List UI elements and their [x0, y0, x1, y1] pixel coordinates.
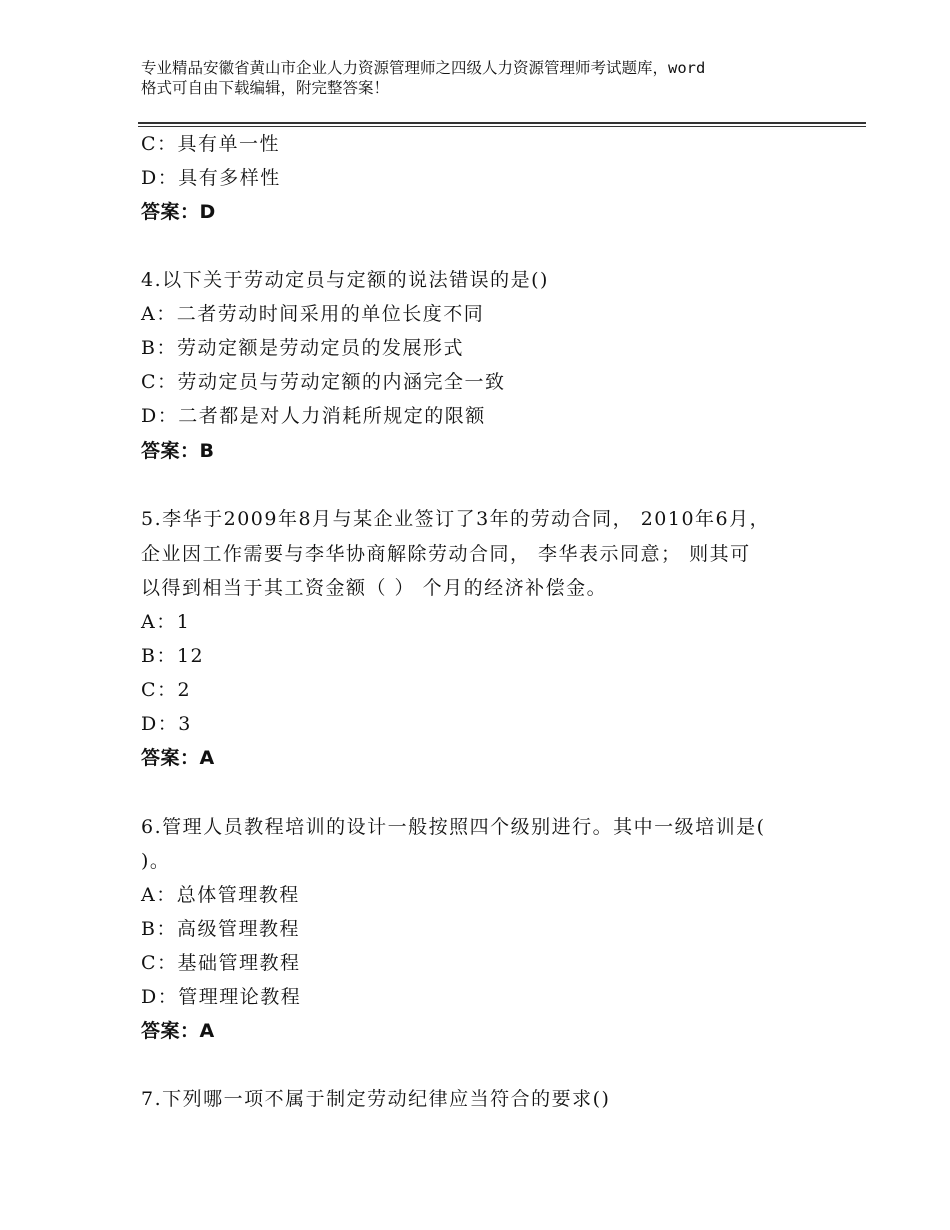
document-header — [141, 58, 831, 98]
q5-answer: 答案：A — [141, 747, 215, 769]
q5-stem-line-3: 以得到相当于其工资金额（ ） 个月的经济补偿金。 — [141, 577, 608, 599]
q6-option-a: A：总体管理教程 — [141, 884, 300, 906]
q5-option-b: B：12 — [141, 645, 205, 667]
q5-stem-line-1: 5.李华于2009年8月与某企业签订了3年的劳动合同， 2010年6月， — [141, 508, 771, 530]
q3-answer: 答案：D — [141, 201, 216, 223]
q6-stem-line-1: 6.管理人员教程培训的设计一般按照四个级别进行。其中一级培训是( — [141, 816, 766, 838]
q6-stem-line-2: )。 — [141, 850, 171, 872]
header-line-1: 专业精品安徽省黄山市企业人力资源管理师之四级人力资源管理师考试题库，word — [141, 59, 706, 77]
q5-option-c: C：2 — [141, 679, 192, 701]
header-divider-thin — [138, 126, 866, 127]
q5-stem-line-2: 企业因工作需要与李华协商解除劳动合同， 李华表示同意； 则其可 — [141, 543, 751, 565]
header-line-2: 格式可自由下载编辑，附完整答案！ — [141, 79, 390, 97]
q5-option-d: D：3 — [141, 713, 192, 735]
q7-stem: 7.下列哪一项不属于制定劳动纪律应当符合的要求() — [141, 1088, 611, 1110]
q5-option-a: A：1 — [141, 611, 191, 633]
q4-option-d: D：二者都是对人力消耗所规定的限额 — [141, 405, 486, 427]
q6-answer: 答案：A — [141, 1020, 215, 1042]
q6-option-c: C：基础管理教程 — [141, 952, 301, 974]
q4-answer: 答案：B — [141, 440, 215, 462]
q4-option-b: B：劳动定额是劳动定员的发展形式 — [141, 337, 464, 359]
q6-option-b: B：高级管理教程 — [141, 918, 300, 940]
q3-option-d: D：具有多样性 — [141, 167, 281, 189]
q4-stem: 4.以下关于劳动定员与定额的说法错误的是() — [141, 269, 549, 291]
q4-option-a: A：二者劳动时间采用的单位长度不同 — [141, 303, 485, 325]
q6-option-d: D：管理理论教程 — [141, 986, 302, 1008]
q4-option-c: C：劳动定员与劳动定额的内涵完全一致 — [141, 371, 506, 393]
header-divider — [138, 122, 866, 124]
q3-option-c: C：具有单一性 — [141, 133, 281, 155]
